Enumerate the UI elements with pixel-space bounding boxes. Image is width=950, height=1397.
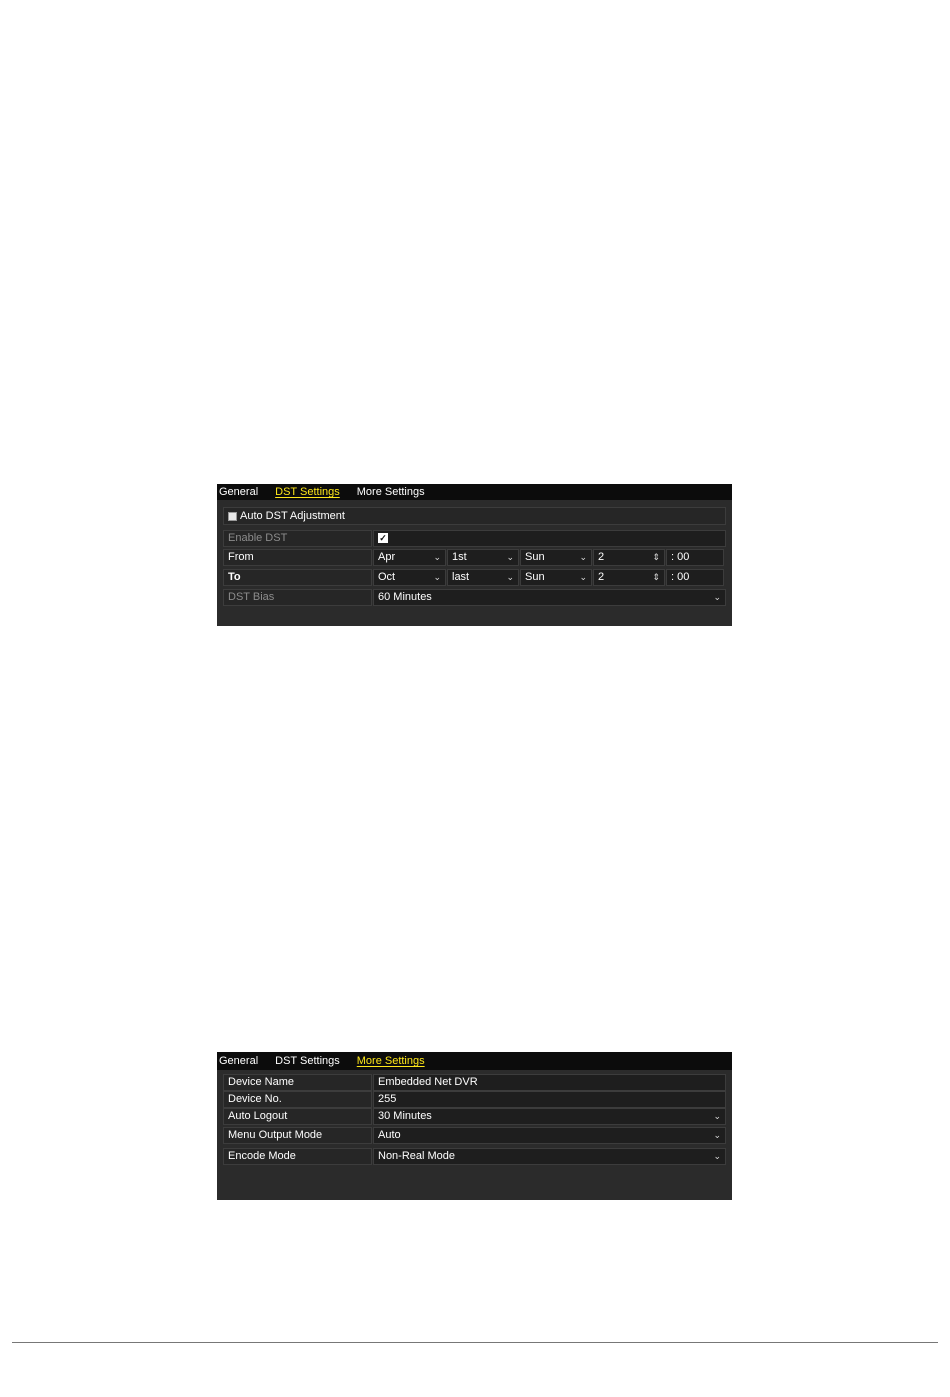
chevron-down-icon: ⌄	[433, 572, 441, 582]
to-day-value: Sun	[525, 571, 545, 583]
device-name-label: Device Name	[223, 1074, 372, 1091]
auto-logout-select[interactable]	[373, 1108, 726, 1125]
to-month-select[interactable]	[373, 569, 446, 586]
from-day-value: Sun	[525, 551, 545, 563]
chevron-down-icon: ⌄	[713, 1111, 721, 1121]
from-label: From	[223, 549, 372, 566]
from-month-select[interactable]	[373, 549, 446, 566]
auto-logout-value: 30 Minutes	[378, 1110, 432, 1122]
auto-dst-row[interactable]	[223, 507, 726, 525]
dst-bias-label: DST Bias	[223, 589, 372, 606]
device-no-label: Device No.	[223, 1091, 372, 1108]
to-minutes-value: : 00	[671, 571, 690, 583]
from-hour-spinner[interactable]	[593, 549, 665, 566]
check-icon[interactable]: ✓	[379, 533, 387, 543]
auto-logout-row	[223, 1108, 726, 1125]
dst-bias-value: 60 Minutes	[378, 591, 432, 603]
enable-dst-label: Enable DST	[223, 530, 372, 547]
tab-bar	[217, 484, 732, 500]
menu-output-mode-value: Auto	[378, 1129, 401, 1141]
tab-general[interactable]: General	[219, 486, 259, 498]
chevron-down-icon: ⌄	[433, 552, 441, 562]
auto-dst-label: Auto DST Adjustment	[240, 510, 345, 522]
spinner-arrows-icon[interactable]: ⇕	[652, 572, 660, 582]
to-week-value: last	[452, 571, 470, 583]
chevron-down-icon: ⌄	[506, 572, 514, 582]
enable-dst-row	[223, 530, 726, 547]
from-month-value: Apr	[378, 551, 396, 563]
encode-mode-value: Non-Real Mode	[378, 1150, 456, 1162]
to-week-select[interactable]	[447, 569, 519, 586]
to-hour-spinner[interactable]	[593, 569, 665, 586]
dst-from-row	[223, 549, 726, 566]
to-minutes	[666, 569, 724, 586]
chevron-down-icon: ⌄	[713, 592, 721, 602]
auto-logout-label: Auto Logout	[223, 1108, 372, 1125]
from-minutes-value: : 00	[671, 551, 690, 563]
enable-dst-cell[interactable]	[373, 530, 726, 547]
device-no-row	[223, 1091, 726, 1108]
device-name-input[interactable]	[373, 1074, 726, 1091]
tab-dst-settings[interactable]: DST Settings	[275, 486, 340, 498]
auto-dst-checkbox[interactable]	[228, 512, 237, 521]
from-week-select[interactable]	[447, 549, 519, 566]
tab-more-settings[interactable]: More Settings	[356, 486, 425, 498]
from-day-select[interactable]	[520, 549, 592, 566]
tab-more-settings[interactable]: More Settings	[356, 1055, 425, 1067]
dst-bias-select[interactable]	[373, 589, 726, 606]
device-name-value: Embedded Net DVR	[378, 1076, 478, 1088]
encode-mode-row	[223, 1148, 726, 1165]
chevron-down-icon: ⌄	[579, 572, 587, 582]
tab-bar	[217, 1052, 732, 1070]
chevron-down-icon: ⌄	[579, 552, 587, 562]
chevron-down-icon: ⌄	[713, 1130, 721, 1140]
chevron-down-icon: ⌄	[713, 1151, 721, 1161]
more-settings-panel	[217, 1052, 732, 1200]
to-day-select[interactable]	[520, 569, 592, 586]
page-footer-rule	[12, 1342, 938, 1343]
menu-output-mode-row	[223, 1127, 726, 1144]
menu-output-mode-label: Menu Output Mode	[223, 1127, 372, 1144]
device-no-input[interactable]	[373, 1091, 726, 1108]
tab-dst-settings[interactable]: DST Settings	[275, 1055, 340, 1067]
to-label: To	[223, 569, 372, 586]
to-month-value: Oct	[378, 571, 396, 583]
dst-to-row	[223, 569, 726, 586]
dst-settings-panel	[217, 484, 732, 626]
from-hour-value: 2	[598, 551, 605, 563]
encode-mode-select[interactable]	[373, 1148, 726, 1165]
spinner-arrows-icon[interactable]: ⇕	[652, 552, 660, 562]
from-minutes	[666, 549, 724, 566]
encode-mode-label: Encode Mode	[223, 1148, 372, 1165]
tab-general[interactable]: General	[219, 1055, 259, 1067]
to-hour-value: 2	[598, 571, 605, 583]
menu-output-mode-select[interactable]	[373, 1127, 726, 1144]
device-no-value: 255	[378, 1093, 397, 1105]
device-name-row	[223, 1074, 726, 1091]
from-week-value: 1st	[452, 551, 467, 563]
chevron-down-icon: ⌄	[506, 552, 514, 562]
dst-bias-row	[223, 589, 726, 606]
